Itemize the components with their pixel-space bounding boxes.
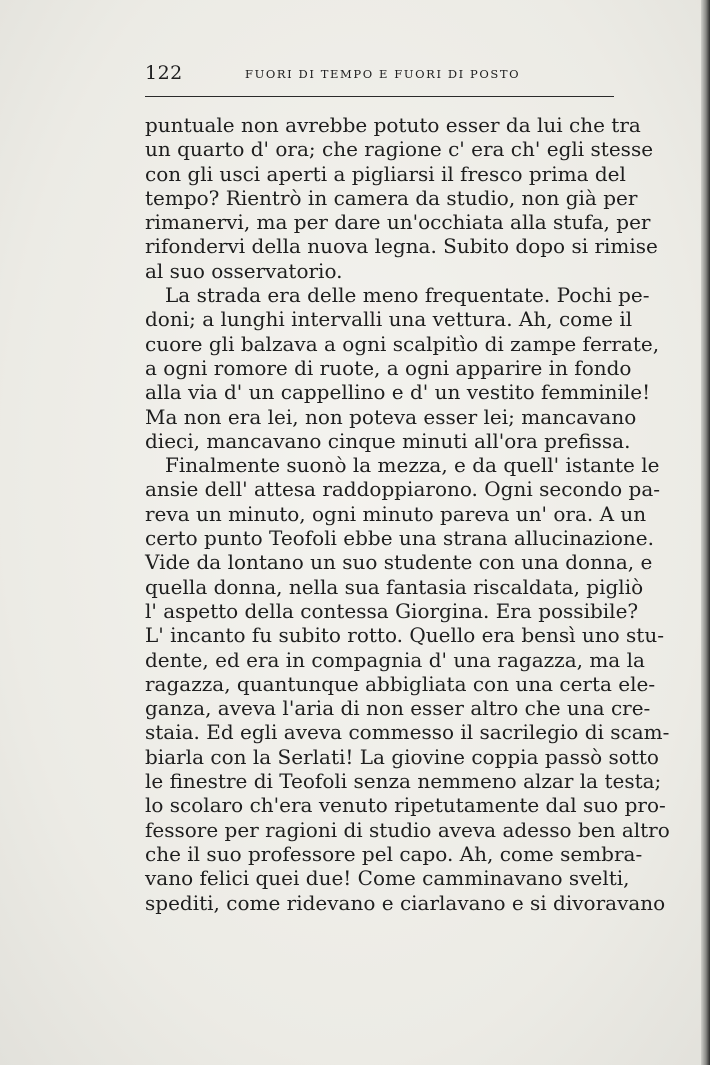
text-line: con gli usci aperti a pigliarsi il fresco prima del	[145, 161, 626, 186]
text-line: ganza, aveva l'aria di non esser altro che una cre-	[145, 696, 651, 721]
text-line: spediti, come ridevano e ciarlavano e si divoravano	[145, 890, 666, 915]
text-line: Ma non era lei, non poteva esser lei; mancavano	[145, 404, 637, 429]
text-line: ansie dell' attesa raddoppiarono. Ogni secondo pa-	[145, 477, 661, 502]
text-line: che il suo professore pel capo. Ah, come sembra-	[145, 841, 643, 866]
text-line: al suo osservatorio.	[145, 258, 343, 283]
text-line: cuore gli balzava a ogni scalpitìo di zampe ferrate,	[145, 331, 660, 356]
text-line: vano felici quei due! Come camminavano svelti,	[145, 866, 630, 891]
running-header	[145, 62, 615, 88]
text-line: dente, ed era in compagnia d' una ragazza, ma la	[145, 647, 645, 672]
page-edge-shadow	[701, 0, 710, 1065]
text-line: certo punto Teofoli ebbe una strana allucinazione.	[145, 526, 654, 551]
text-line: un quarto d' ora; che ragione c' era ch' egli stesse	[145, 137, 654, 162]
text-line: reva un minuto, ogni minuto pareva un' ora. A un	[145, 501, 647, 526]
text-line: ragazza, quantunque abbigliata con una certa ele-	[145, 671, 656, 696]
text-line: doni; a lunghi intervalli una vettura. Ah, come il	[145, 307, 633, 332]
text-line: le finestre di Teofoli senza nemmeno alzar la testa;	[145, 769, 662, 794]
text-line: puntuale non avrebbe potuto esser da lui che tra	[145, 113, 641, 137]
header-rule	[145, 96, 614, 97]
body-text	[145, 113, 670, 915]
text-line: l' aspetto della contessa Giorgina. Era possibile?	[145, 598, 639, 623]
text-line: quella donna, nella sua fantasia riscaldata, pigliò	[145, 574, 644, 599]
text-line: Finalmente suonò la mezza, e da quell' istante le	[165, 453, 660, 478]
running-title: FUORI DI TEMPO E FUORI DI POSTO	[245, 67, 521, 81]
text-line: lo scolaro ch'era venuto ripetutamente dal suo pro-	[145, 793, 666, 818]
text-line: a ogni romore di ruote, a ogni apparire in fondo	[145, 355, 632, 380]
page-number: 122	[145, 62, 183, 84]
text-line: dieci, mancavano cinque minuti all'ora prefissa.	[145, 428, 631, 453]
text-line: rifondervi della nuova legna. Subito dopo si rimise	[145, 234, 658, 259]
text-line: La strada era delle meno frequentate. Pochi pe-	[165, 283, 650, 308]
text-line: staia. Ed egli aveva commesso il sacrilegio di scam-	[145, 720, 670, 745]
text-line: rimanervi, ma per dare un'occhiata alla stufa, per	[145, 210, 651, 235]
text-line: fessore per ragioni di studio aveva adesso ben altro	[145, 817, 670, 842]
text-line: alla via d' un cappellino e d' un vestito femminile!	[145, 380, 651, 405]
text-line: biarla con la Serlati! La giovine coppia passò sotto	[145, 744, 659, 769]
text-line: L' incanto fu subito rotto. Quello era bensì uno stu-	[145, 623, 664, 648]
text-line: Vide da lontano un suo studente con una donna, e	[145, 550, 653, 575]
text-line: tempo? Rientrò in camera da studio, non già per	[145, 185, 638, 210]
